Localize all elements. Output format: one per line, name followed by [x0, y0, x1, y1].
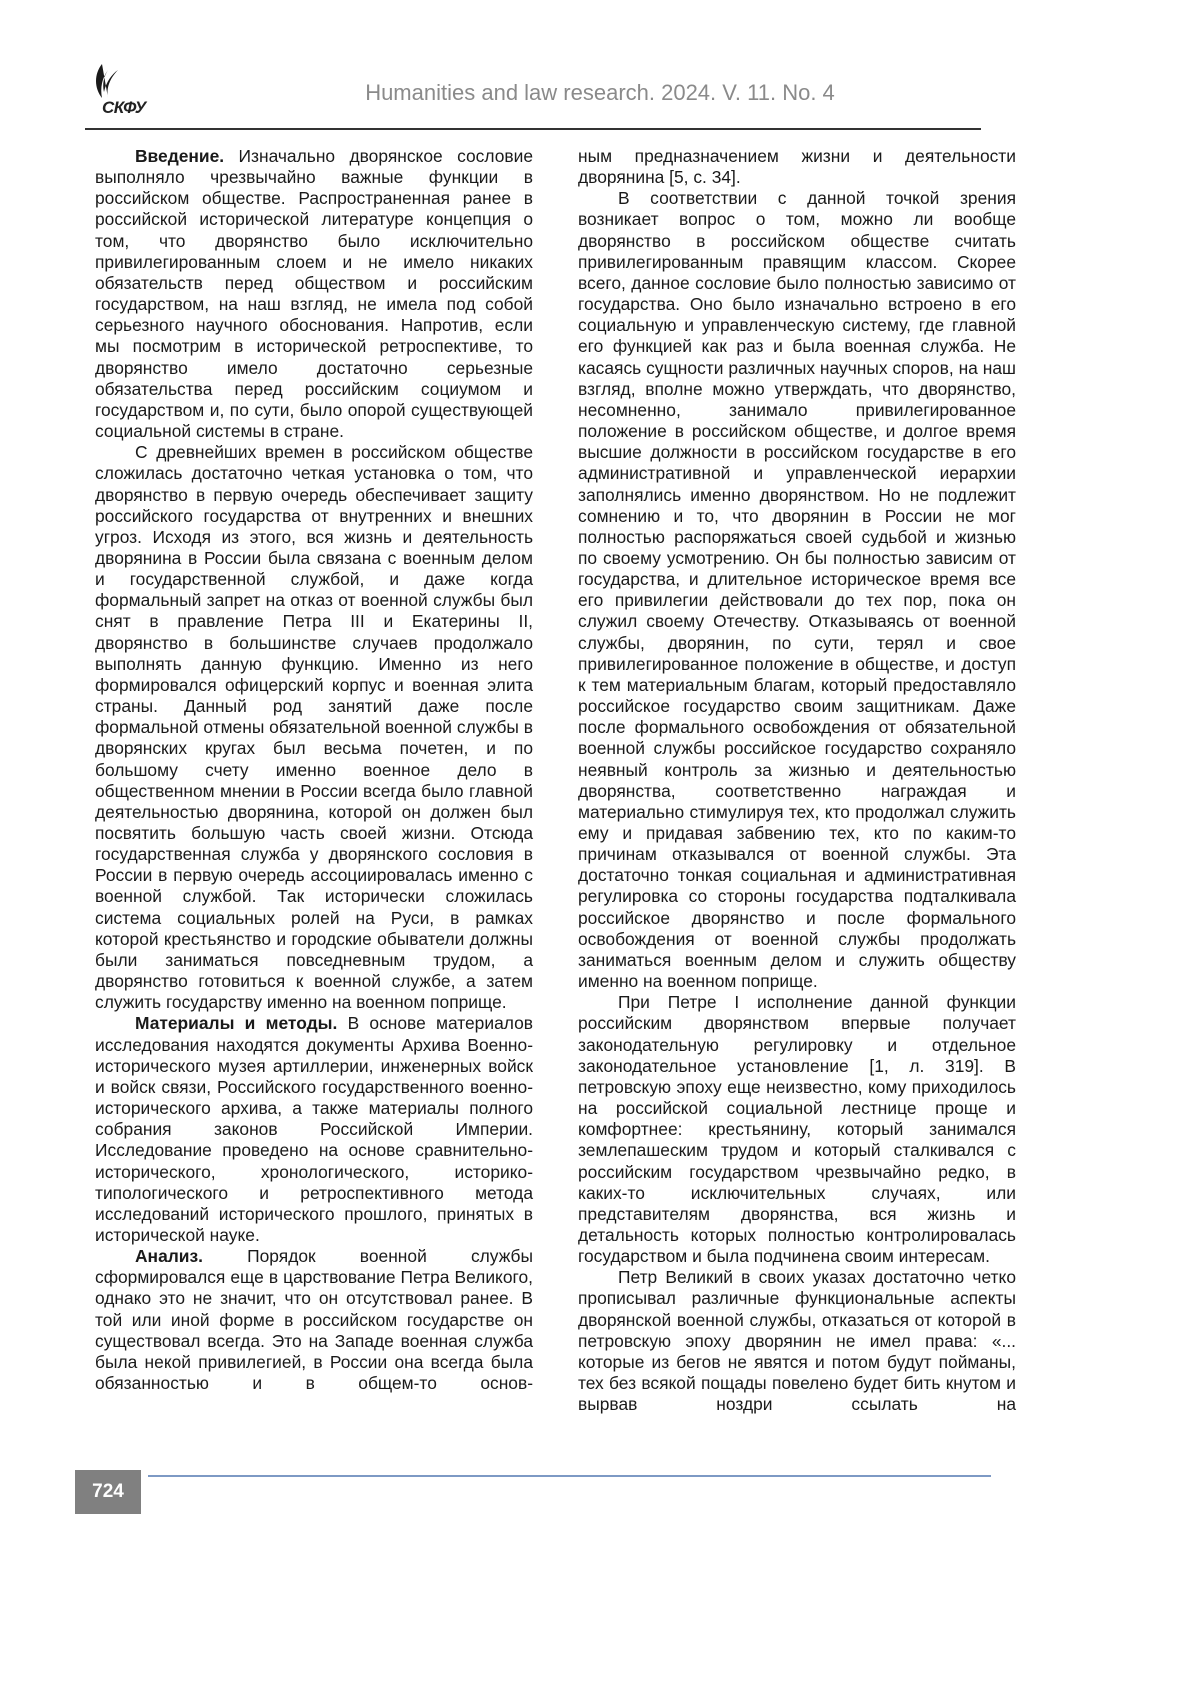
paragraph-analysis: Анализ. Порядок военной службы сформировался еще в царствование Петра Великого, однако это не значит, что он отсутствовал ранее. В той или иной форме в российском государстве он существовал всегда. Это на Западе военная служба была некой привилегией, в России она всегда была обязанностью и в общем-то основ-: [95, 1246, 533, 1394]
section-heading: Введение.: [135, 146, 225, 166]
paragraph-continuation: ным предназначением жизни и деятельности дворянина [5, с. 34].: [578, 146, 1016, 188]
journal-header: Humanities and law research. 2024. V. 11. No. 4: [365, 80, 835, 105]
logo-text: СКФУ: [102, 98, 146, 117]
section-heading: Анализ.: [135, 1246, 203, 1267]
section-heading: Материалы и методы.: [135, 1013, 338, 1034]
page-number: 724: [75, 1470, 141, 1514]
paragraph-introduction: Введение. Изначально дворянское сословие выполняло чрезвычайно важные функции в российском обществе. Распространенная ранее в российской исторической литературе концепция о том, что дворянство было исключительно привилегированным слоем и не имело никаких обязательств перед обществом и российским государством, на наш взгляд, не имела под собой серьезного научного обоснования. Напротив, если мы посмотрим в исторической ретроспективе, то дворянство имело достаточно серьезные обязательства перед российским социумом и государством и, по сути, было опорой существующей социальной системы в стране.: [95, 146, 533, 442]
header-divider: [85, 128, 981, 130]
left-column: [95, 146, 533, 1394]
paragraph: В соответствии с данной точкой зрения возникает вопрос о том, можно ли вообще дворянство в российском обществе считать привилегированным правящим классом. Скорее всего, данное сословие было полностью зависимо от государства. Оно было изначально встроено в его социальную и управленческую систему, где главной его функцией как раз и была военная служба. Не касаясь сущности различных научных споров, на наш взгляд, вполне можно утверждать, что дворянство, несомненно, занимало привилегированное положение в российском обществе, и долгое время высшие должности в российском государстве в его административной и управленческой иерархии заполнялись именно дворянством. Но не подлежит сомнению и то, что дворянин в России не мог полностью распоряжаться своей судьбой и жизнью по своему усмотрению. Он бы полностью зависим от государства, и длительное историческое время все его привилегии действовали до тех пор, пока он служил своему Отечеству. Отказываясь от военной службы, дворянин, по сути, терял и свое привилегированное положение в обществе, и доступ к тем материальным благам, который предоставляло российское государство своим защитникам. Даже после формального освобождения от обязательной военной службы российское государство сохраняло неявный контроль за жизнью и деятельностью дворянства, соответственно награждая и материально стимулируя тех, кто продолжал служить ему и придавая забвению тех, кто по каким-то причинам отказывался от военной службы. Эта достаточно тонкая социальная и административная регулировка со стороны государства подталкивала российское дворянство и после формального освобождения от военной службы продолжать заниматься военным делом и служить обществу именно на военном поприще.: [578, 188, 1016, 992]
paragraph: Петр Великий в своих указах достаточно четко прописывал различные функциональные аспекты дворянской военной службы, отказаться от которой в петровскую эпоху дворянин не имел права: «... которые из бегов не явятся и потом будут пойманы, тех без всякой пощады повелено будет бить кнутом и вырвав ноздри ссылать на: [578, 1267, 1016, 1415]
footer-divider: [148, 1475, 991, 1477]
right-column: [578, 146, 1016, 1415]
paragraph: При Петре I исполнение данной функции российским дворянством впервые получает законодательную регулировку и отдельное законодательное установление [1, л. 319]. В петровскую эпоху еще неизвестно, кому приходилось на российской социальной лестнице проще и комфортнее: крестьянину, который занимался землепашеским трудом и который сталкивался с российским государством чрезвычайно редко, в каких-то исключительных случаях, или представителям дворянства, вся жизнь и детальность которых полностью контролировалась государством и была подчинена своим интересам.: [578, 992, 1016, 1267]
paragraph-methods: Материалы и методы. В основе материалов исследования находятся документы Архива Военно-исторического музея артиллерии, инженерных войск и войск связи, Российского государственного военно-исторического архива, а также материалы полного собрания законов Российской Империи. Исследование проведено на основе сравнительно-исторического, хронологического, историко-типологического и ретроспективного метода исследований исторического прошлого, принятых в исторической науке.: [95, 1013, 533, 1245]
paragraph: С древнейших времен в российском обществе сложилась достаточно четкая установка о том, что дворянство в первую очередь обеспечивает защиту российского государства от внутренних и внешних угроз. Исходя из этого, вся жизнь и деятельность дворянина в России была связана с военным делом и государственной службой, и даже когда формальный запрет на отказ от военной службы был снят в правление Петра III и Екатерины II, дворянство в большинстве случаев продолжало выполнять данную функцию. Именно из него формировался офицерский корпус и военная элита страны. Данный род занятий даже после формальной отмены обязательной военной службы в дворянских кругах был весьма почетен, и по большому счету именно военное дело в общественном мнении в России всегда было главной деятельностью дворянина, которой он должен был посвятить большую часть своей жизни. Отсюда государственная служба у дворянского сословия в России в первую очередь ассоциировалась именно с военной службой. Так исторически сложилась система социальных ролей на Руси, в рамках которой крестьянство и городские обыватели должны были заниматься повседневным трудом, а дворянство готовиться к военной службе, а затем служить государству именно на военном поприще.: [95, 442, 533, 1013]
university-logo: [88, 62, 168, 122]
